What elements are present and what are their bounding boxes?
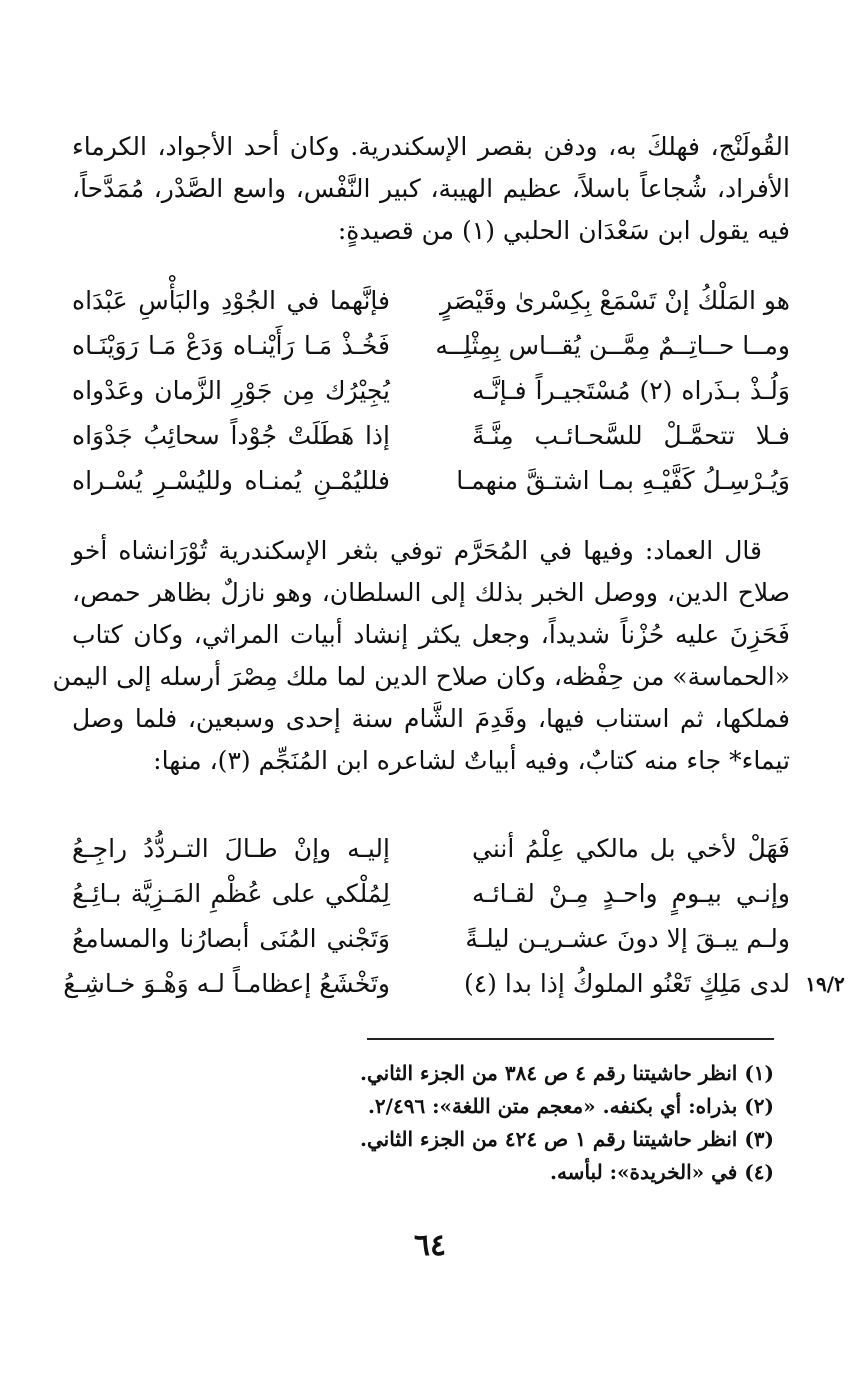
first-hemistich: فَهَلْ لأخي بل مالكي عِلْمُ أنني [472,834,790,863]
footnotes [260,1057,774,1189]
verse [72,458,790,503]
verse [63,961,790,1006]
verse [72,323,790,368]
poem-2 [63,826,790,1006]
second-hemistich: وَتَجْني المُنَى أبصارُنا والمسامعُ [72,924,390,953]
first-hemistich: هو المَلْكُ إنْ تَسْمَعْ بِكِسْرىٰ وقَيْصَرٍ [440,286,790,315]
second-hemistich: فإنَّهما في الجُوْدِ والبَأْسِ عَبْدَاه [72,286,390,315]
second-hemistich: فلليُمْـنِ يُمنـاه ولليُسْـرِ يُسْـراه [72,466,390,495]
first-hemistich: لدى مَلِكٍ تَعْنُو الملوكُ إذا بدا (٤) [463,969,790,998]
second-hemistich: إذا هَطَلَتْ جُوْداً سحائِبُ جَدْوَاه [72,421,390,450]
verse [72,826,790,871]
footnote: (١) انظر حاشيتنا رقم ٤ ص ٣٨٤ من الجزء الثاني. [360,1061,774,1085]
verse [72,871,790,916]
verse [72,368,790,413]
margin-reference: ١٩/٢ [805,972,845,996]
paragraph-2 [52,530,790,782]
verse [72,413,790,458]
text-line: القُولَنْج، فهلكَ به، ودفن بقصر الإسكندرية. وكان أحد الأجواد، الكرماء [72,132,790,161]
text-line: فَحَزِنَ عليه حُزْناً شديداً، وجعل يكثر إنشاد أبيات المراثي، وكان كتاب [72,620,790,649]
poem-1 [72,278,790,503]
second-hemistich: فَخُـذْ مَـا رَأَيْنـاه وَدَعْ مَـا رَوَيْنَـاه [72,331,390,360]
second-hemistich: إليـه وإنْ طـالَ التـردُّدُ راجِـعُ [72,834,390,863]
first-hemistich: ولـم يبـقَ إلا دونَ عشـريـن ليلـةً [465,924,790,953]
text-line: صلاح الدين، ووصل الخبر بذلك إلى السلطان، وهو نازلٌ بظاهر حمص، [72,578,790,607]
first-hemistich: فـلا تتحمَّـلْ للسَّحـائـب مِنَّـةً [472,421,790,450]
text-line: «الحماسة» من حِفْظه، وكان صلاح الدين لما ملك مِصْرَ أرسله إلى اليمن [52,662,790,691]
text-line: فيه يقول ابن سَعْدَان الحلبي (١) من قصيدةٍ: [337,216,790,245]
first-hemistich: وإنـي بيـومٍ واحـدٍ مِـنْ لقـائـه [472,879,790,908]
verse [72,916,790,961]
text-line: فملكها، ثم استناب فيها، وقَدِمَ الشَّام سنة إحدى وسبعين، فلما وصل [72,704,790,733]
text-line: قال العماد: وفيها في المُحَرَّم توفي بثغر الإسكندرية تُوْرَانشاه أخو [72,536,762,565]
footnote: (٤) في «الخريدة»: لبأسه. [550,1160,774,1184]
second-hemistich: يُجِيْرُك مِن جَوْرِ الزَّمان وعَدْواه [72,376,390,405]
footnote: (٢) بذراه: أي بكنفه. «معجم متن اللغة»: ٢/٤٩٦. [367,1094,774,1118]
first-hemistich: وَيُـرْسِـلُ كَفَّيْـهِ بمـا اشتـقَّ منهمـا [456,466,790,495]
verse [72,278,790,323]
footnote: (٣) انظر حاشيتنا رقم ١ ص ٤٢٤ من الجزء الثاني. [360,1127,774,1151]
paragraph-1 [72,126,790,252]
first-hemistich: ومــا حــاتِــمٌ مِمَّــن يُقــاس بِمِثْلِــه [435,331,790,360]
first-hemistich: وَلُـذْ بـذَراه (٢) مُسْتَجيـراً فـإنَّـه [472,376,790,405]
page-number: ٦٤ [413,1228,447,1263]
second-hemistich: وتَخْشَعُ إعظامـاً لـه وَهْـوَ خـاشِـعُ [63,969,390,998]
text-line: تيماء* جاء منه كتابٌ، وفيه أبياتٌ لشاعره ابن المُنَجِّم (٣)، منها: [153,746,790,775]
footnote-divider [367,1038,774,1040]
second-hemistich: لِمُلْكي على عُظْمِ المَـزِيَّة بـائِـعُ [72,879,390,908]
text-line: الأفراد، شُجاعاً باسلاً، عظيم الهيبة، كبير النَّفْس، واسع الصَّدْر، مُمَدَّحاً، [72,174,790,203]
